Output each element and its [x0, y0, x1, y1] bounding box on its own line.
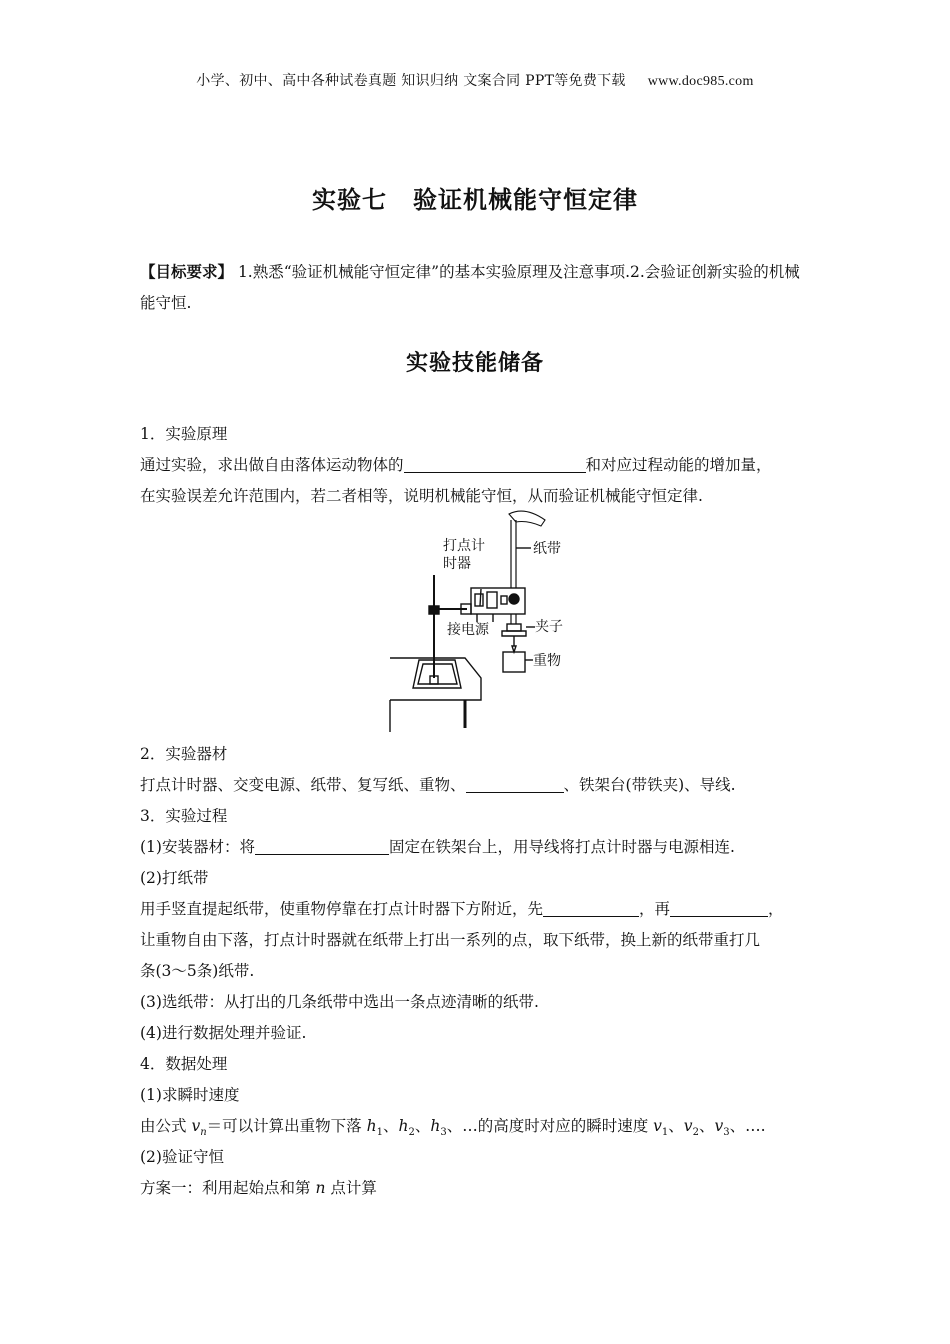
- formula-c: 、…的高度时对应的瞬时速度: [446, 1117, 654, 1135]
- var-v1: v: [653, 1117, 662, 1135]
- s1-line1-a: 通过实验，求出做自由落体运动物体的: [140, 456, 404, 474]
- s4-sub2: (2)验证守恒: [140, 1148, 224, 1166]
- s4-sub1: (1)求瞬时速度: [140, 1086, 240, 1104]
- s3-p2-a: 用手竖直提起纸带，使重物停靠在打点计时器下方附近，先: [140, 900, 544, 918]
- label-timer-1: 打点计: [443, 538, 485, 554]
- formula-b: ＝可以计算出重物下落: [206, 1117, 367, 1135]
- s1-line1: [140, 453, 820, 475]
- s4-plan1: [140, 1176, 820, 1198]
- label-weight: 重物: [533, 653, 561, 669]
- goal-tag: 【目标要求】: [140, 263, 234, 281]
- var-v3: v: [714, 1117, 724, 1135]
- goal-text: 1.熟悉“验证机械能守恒定律”的基本实验原理及注意事项.2.会验证创新实验的机械能守恒.: [140, 263, 800, 312]
- sep-2: 、: [414, 1117, 431, 1135]
- answer-blank-4[interactable]: [543, 900, 639, 917]
- sep-3: 、: [668, 1117, 684, 1135]
- var-v: v: [191, 1117, 201, 1135]
- sub-1: 1: [376, 1127, 383, 1139]
- sub-2: 2: [408, 1127, 415, 1139]
- s2-line: [140, 773, 820, 795]
- var-h1: h: [366, 1117, 377, 1135]
- label-clamp: 夹子: [535, 619, 563, 635]
- s3-p1-b: 固定在铁架台上，用导线将打点计时器与电源相连.: [388, 838, 735, 856]
- s2-line-b: 、铁架台(带铁夹)、导线.: [563, 776, 736, 794]
- s4-formula-line: [140, 1114, 820, 1138]
- sub-3: 3: [440, 1127, 447, 1139]
- header-text: 小学、初中、高中各种试卷真题 知识归纳 文案合同 PPT等免费下载: [196, 73, 626, 89]
- s3-p3: (3)选纸带：从打出的几条纸带中选出一条点迹清晰的纸带.: [140, 993, 539, 1011]
- page-title: [0, 180, 950, 215]
- sub-n: n: [200, 1127, 207, 1139]
- title-part2: 验证机械能守恒定律: [413, 186, 638, 214]
- sub-v1: 1: [661, 1127, 669, 1139]
- s4-heading: 4．数据处理: [140, 1055, 228, 1073]
- s3-p2-b: ，再: [639, 900, 671, 918]
- var-h2: h: [398, 1117, 409, 1135]
- formula-d: 、….: [729, 1117, 766, 1135]
- goal-paragraph: [140, 257, 812, 319]
- title-part1: 实验七: [312, 186, 387, 214]
- s3-p1-a: (1)安装器材：将: [140, 838, 255, 856]
- plan1-b: 点计算: [325, 1179, 377, 1197]
- s3-p2-line2: 让重物自由下落，打点计时器就在纸带上打出一系列的点，取下纸带，换上新的纸带重打几: [140, 931, 761, 949]
- var-v2: v: [683, 1117, 693, 1135]
- answer-blank-5[interactable]: [670, 900, 768, 917]
- s2-heading: 2．实验器材: [140, 745, 228, 763]
- header-site[interactable]: www.doc985.com: [647, 74, 754, 89]
- sep-4: 、: [698, 1117, 715, 1135]
- s3-p1: [140, 835, 820, 857]
- s3-p2-line3: 条(3～5条)纸带.: [140, 962, 255, 980]
- s1-line1-b: 和对应过程动能的增加量，: [585, 456, 772, 474]
- apparatus-figure: [385, 510, 585, 735]
- sub-v3: 3: [723, 1127, 730, 1139]
- answer-blank-1[interactable]: [404, 456, 586, 473]
- var-n: n: [315, 1179, 326, 1197]
- answer-blank-3[interactable]: [255, 838, 389, 855]
- s3-heading: 3．实验过程: [140, 807, 228, 825]
- var-h3: h: [430, 1117, 441, 1135]
- apparatus-diagram: [385, 510, 585, 735]
- page-header: [0, 70, 950, 90]
- s3-p4: (4)进行数据处理并验证.: [140, 1024, 307, 1042]
- s3-p2-heading: (2)打纸带: [140, 869, 209, 887]
- label-timer-2: 时器: [443, 556, 471, 572]
- s2-line-a: 打点计时器、交变电源、纸带、复写纸、重物、: [140, 776, 466, 794]
- sep-1: 、: [382, 1117, 399, 1135]
- plan1-a: 方案一：利用起始点和第: [140, 1179, 316, 1197]
- label-tape: 纸带: [533, 541, 561, 557]
- s1-heading: 1．实验原理: [140, 425, 228, 443]
- label-power: 接电源: [447, 622, 489, 638]
- s1-line2: 在实验误差允许范围内，若二者相等，说明机械能守恒，从而验证机械能守恒定律.: [140, 487, 703, 505]
- section-title: 实验技能储备: [405, 351, 544, 376]
- s3-p2-c: ，: [768, 900, 784, 918]
- formula-a: 由公式: [140, 1117, 192, 1135]
- sub-v2: 2: [692, 1127, 699, 1139]
- s3-p2-line1: [140, 897, 820, 919]
- answer-blank-2[interactable]: [466, 776, 564, 793]
